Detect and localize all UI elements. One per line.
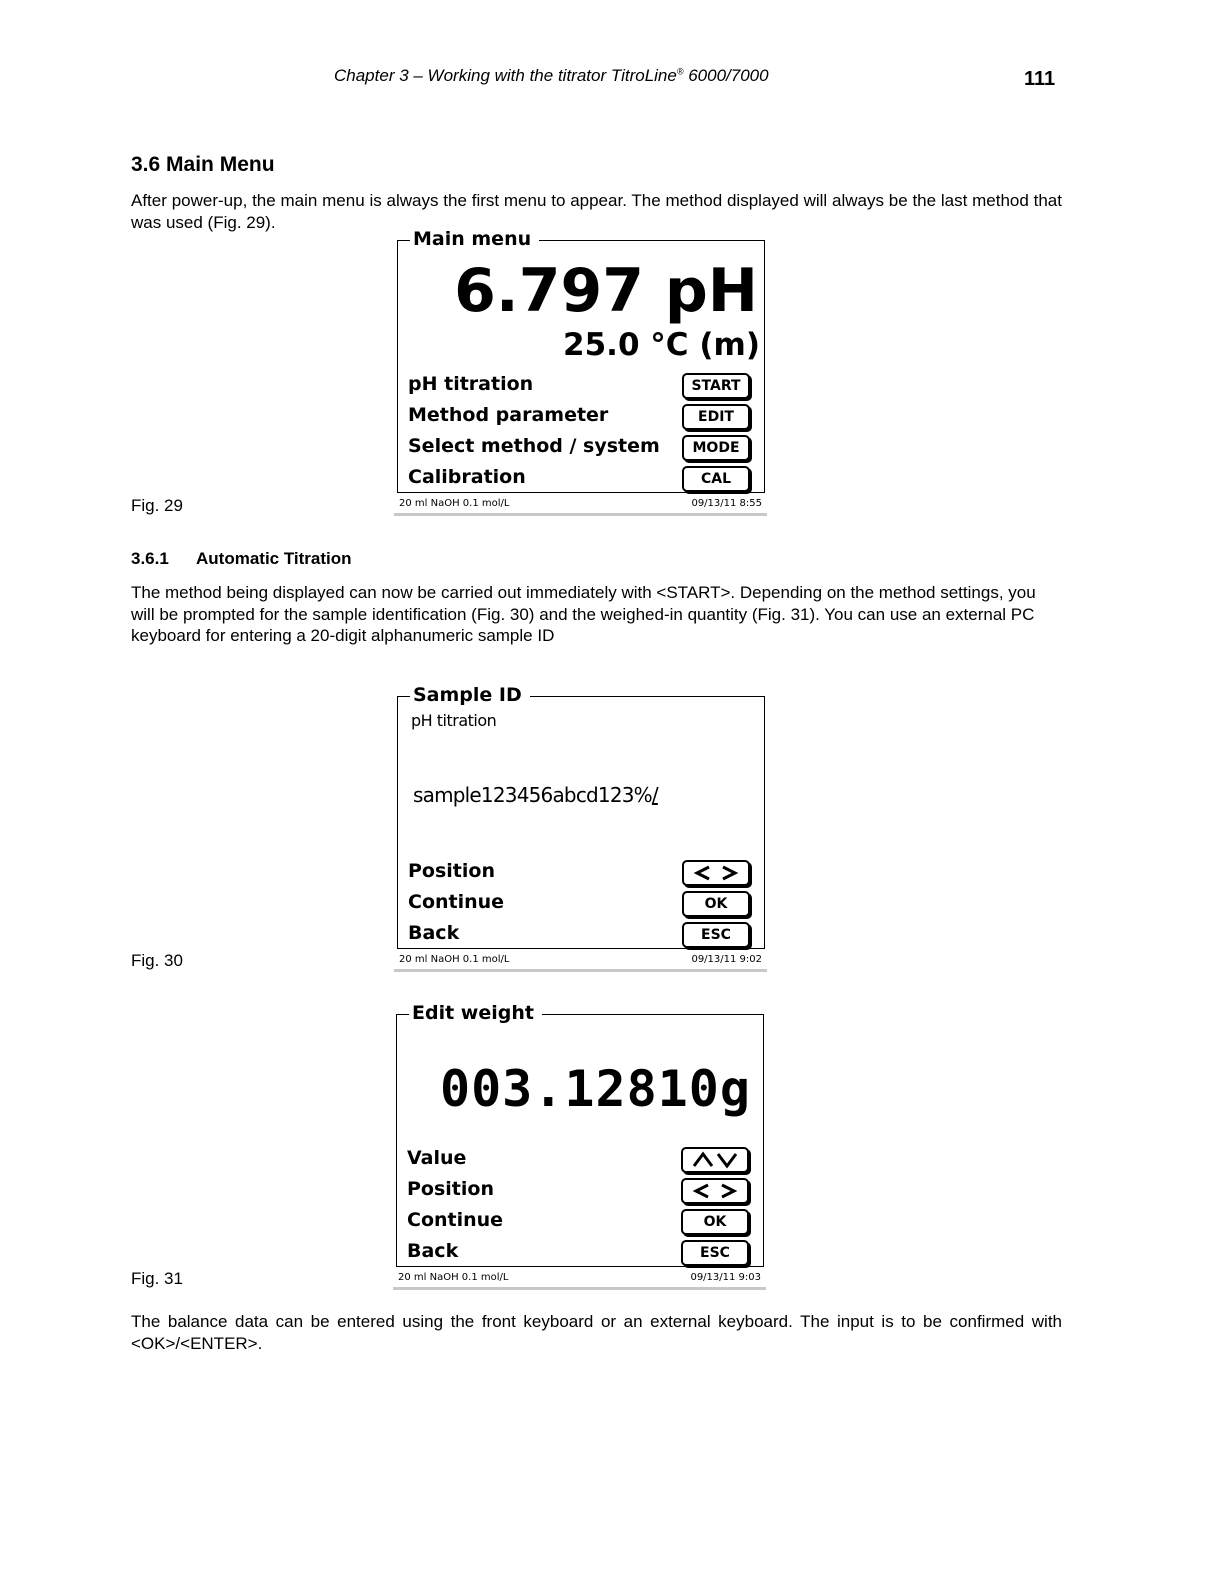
start-button[interactable]: START xyxy=(682,373,750,399)
ph-reading: 6.797 pH xyxy=(454,256,758,326)
screen-title: Sample ID xyxy=(410,683,530,707)
position-button[interactable] xyxy=(682,860,750,886)
status-bar xyxy=(394,494,767,516)
closing-text: The balance data can be entered using the front keyboard or an external keyboard. The input is to be confirmed with <OK>/<ENTER>. xyxy=(131,1312,1062,1353)
up-down-arrows-icon xyxy=(690,1151,740,1169)
status-method: 20 ml NaOH 0.1 mol/L xyxy=(399,954,510,965)
menu-label-calibration: Calibration xyxy=(408,466,526,488)
sample-id-input[interactable] xyxy=(413,783,658,807)
weight-value[interactable]: 003.12810g xyxy=(439,1060,751,1118)
text-cursor: / xyxy=(651,783,658,807)
status-datetime: 09/13/11 9:02 xyxy=(691,954,762,965)
ok-button[interactable]: OK xyxy=(681,1209,749,1235)
temperature-reading: 25.0 °C (m) xyxy=(563,327,760,363)
menu-label-position: Position xyxy=(408,860,495,882)
registered-mark: ® xyxy=(676,66,684,77)
status-datetime: 09/13/11 8:55 xyxy=(691,498,762,509)
status-method: 20 ml NaOH 0.1 mol/L xyxy=(398,1272,509,1283)
section-intro: After power-up, the main menu is always the first menu to appear. The method displayed will always be the last method that was used (Fig. 29). xyxy=(131,191,1062,232)
left-right-arrows-icon xyxy=(690,1182,740,1200)
esc-button[interactable]: ESC xyxy=(681,1240,749,1266)
subsection-text: The method being displayed can now be carried out immediately with <START>. Depending on the method settings, you will be prompted for the sample identification (Fig. 30) and the weighed-in quantity (Fig. 31). You can use an external PC keyboard for entering a 20-digit alphanumeric sample ID xyxy=(131,583,1036,645)
screen-title: Edit weight xyxy=(409,1001,542,1025)
position-button[interactable] xyxy=(681,1178,749,1204)
esc-button[interactable]: ESC xyxy=(682,922,750,948)
status-bar xyxy=(393,1268,766,1290)
menu-label-continue: Continue xyxy=(407,1209,504,1231)
menu-label-select-method: Select method / system xyxy=(408,435,660,457)
value-button[interactable] xyxy=(681,1147,749,1173)
figure-caption-30: Fig. 30 xyxy=(131,951,183,970)
left-right-arrows-icon xyxy=(691,864,741,882)
cal-button[interactable]: CAL xyxy=(682,466,750,492)
status-method: 20 ml NaOH 0.1 mol/L xyxy=(399,498,510,509)
edit-weight-screen xyxy=(396,1002,764,1267)
page-number: 111 xyxy=(1024,68,1056,90)
menu-label-back: Back xyxy=(408,922,460,944)
section-heading: 3.6 Main Menu xyxy=(131,153,275,176)
subsection-heading: 3.6.1 Automatic Titration xyxy=(131,549,352,568)
menu-label-position: Position xyxy=(407,1178,494,1200)
menu-label-method-parameter: Method parameter xyxy=(408,404,609,426)
figure-caption-31: Fig. 31 xyxy=(131,1269,183,1288)
mode-button[interactable]: MODE xyxy=(682,435,750,461)
method-subtitle: pH titration xyxy=(411,711,497,730)
status-datetime: 09/13/11 9:03 xyxy=(690,1272,761,1283)
running-header: Chapter 3 – Working with the titrator TitroLine® 6000/7000 xyxy=(334,66,769,85)
menu-label-ph-titration: pH titration xyxy=(408,373,534,395)
figure-caption-29: Fig. 29 xyxy=(131,496,183,515)
main-menu-screen xyxy=(397,228,765,493)
status-bar xyxy=(394,950,767,972)
ok-button[interactable]: OK xyxy=(682,891,750,917)
menu-label-back: Back xyxy=(407,1240,459,1262)
sample-id-value: sample123456abcd123% xyxy=(413,783,652,807)
menu-label-value: Value xyxy=(407,1147,467,1169)
screen-title: Main menu xyxy=(410,227,539,251)
sample-id-screen xyxy=(397,684,765,949)
menu-label-continue: Continue xyxy=(408,891,505,913)
edit-button[interactable]: EDIT xyxy=(682,404,750,430)
